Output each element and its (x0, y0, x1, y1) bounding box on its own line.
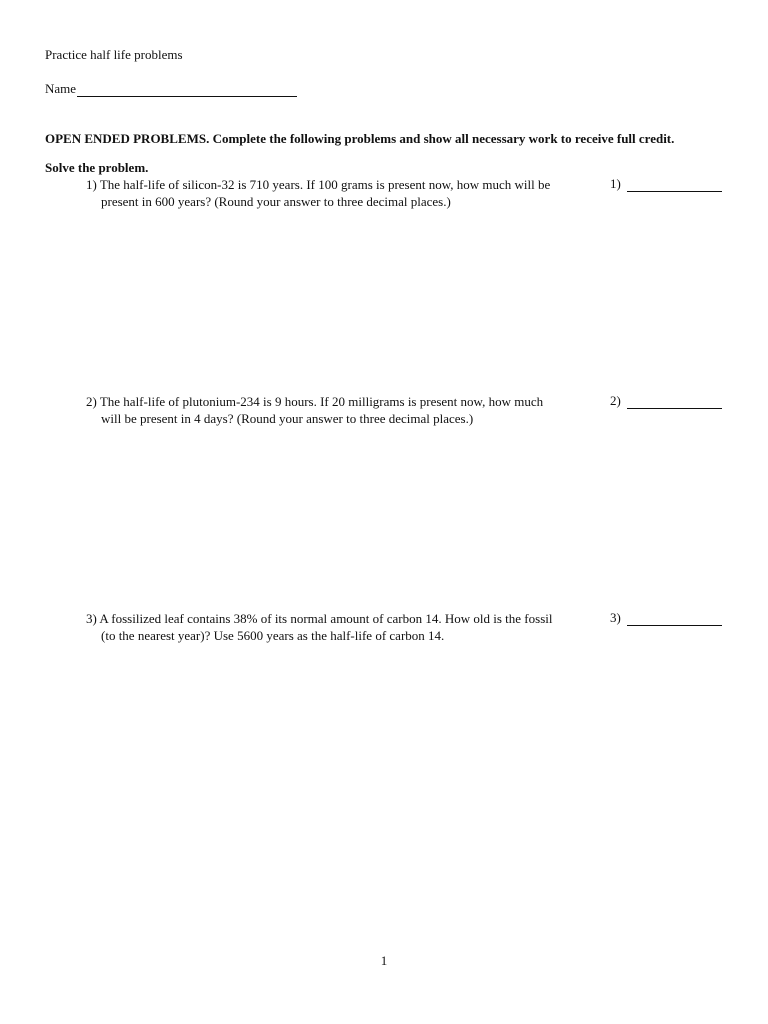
section-heading: Solve the problem. (45, 160, 149, 175)
name-label: Name (45, 81, 77, 96)
answer-2-label: 2) (610, 393, 621, 408)
answer-1-label: 1) (610, 176, 621, 191)
answer-3-blank[interactable] (627, 613, 722, 626)
problem-3-line-1: 3) A fossilized leaf contains 38% of its normal amount of carbon 14. How old is the fossil (86, 611, 553, 626)
page-number: 1 (380, 953, 388, 968)
problem-2-line-2: will be present in 4 days? (Round your answer to three decimal places.) (101, 411, 474, 426)
problem-3-line-2: (to the nearest year)? Use 5600 years as the half-life of carbon 14. (101, 628, 445, 643)
name-field-row (45, 81, 297, 97)
answer-2-blank[interactable] (627, 396, 722, 409)
problem-2-line-1: 2) The half-life of plutonium-234 is 9 hours. If 20 milligrams is present now, how much (86, 394, 544, 409)
problem-2 (86, 393, 586, 427)
answer-3 (610, 610, 722, 626)
problem-1 (86, 176, 586, 210)
problem-1-line-2: present in 600 years? (Round your answer to three decimal places.) (101, 194, 451, 209)
problem-1-line-1: 1) The half-life of silicon-32 is 710 years. If 100 grams is present now, how much will be (86, 177, 551, 192)
answer-1 (610, 176, 722, 192)
problem-3 (86, 610, 586, 644)
name-blank[interactable] (77, 84, 297, 97)
instructions-text: OPEN ENDED PROBLEMS. Complete the following problems and show all necessary work to receive full credit. (45, 131, 675, 146)
answer-3-label: 3) (610, 610, 621, 625)
worksheet-title: Practice half life problems (45, 47, 183, 62)
answer-2 (610, 393, 722, 409)
answer-1-blank[interactable] (627, 179, 722, 192)
